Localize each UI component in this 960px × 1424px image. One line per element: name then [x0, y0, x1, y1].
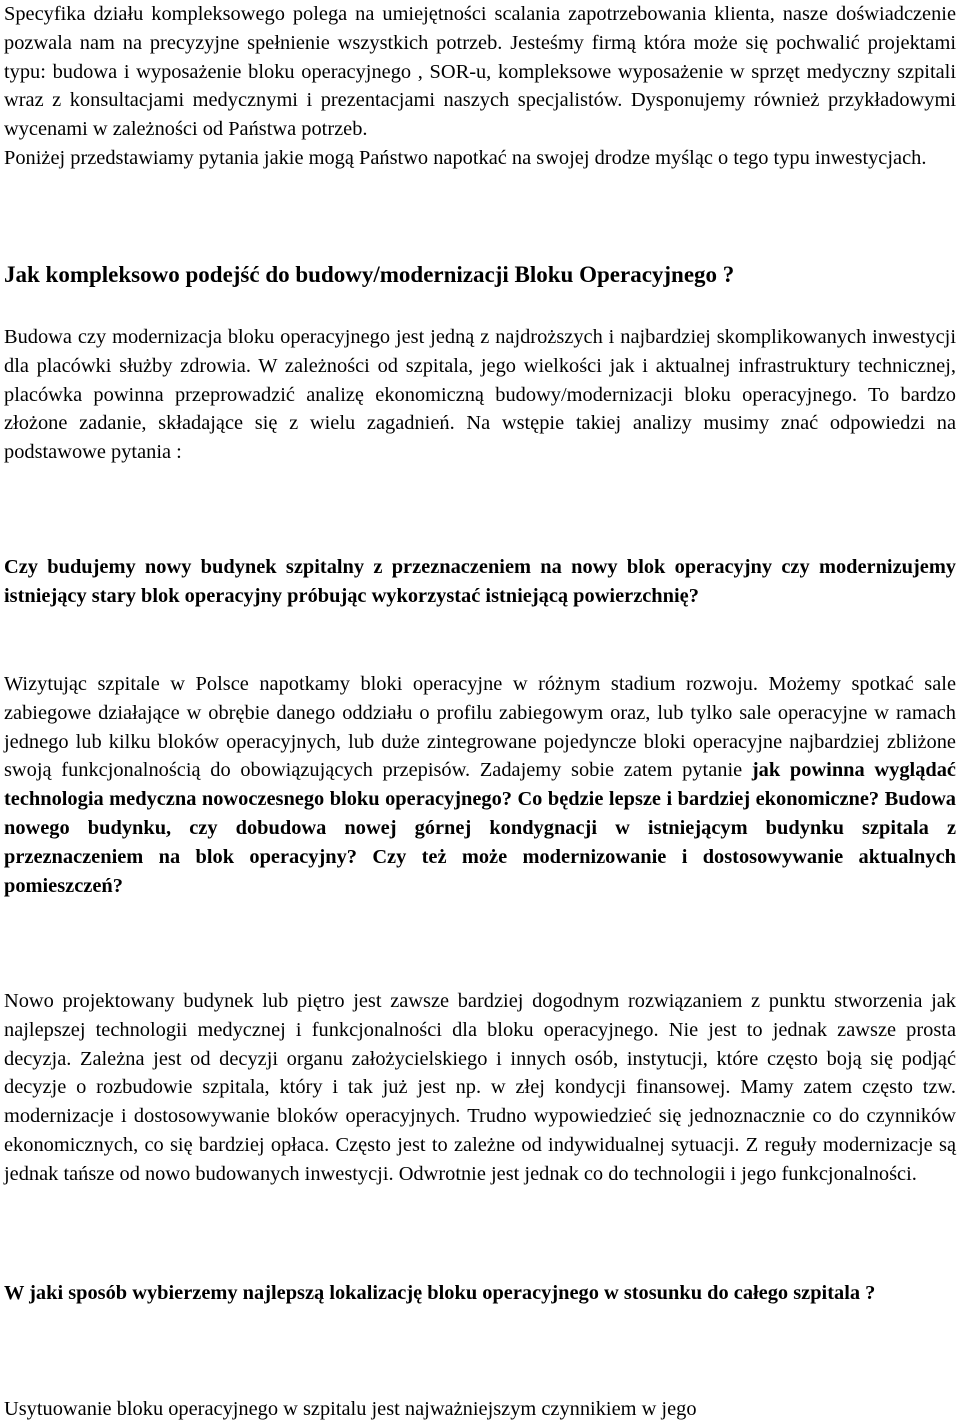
intro-paragraph-text: Specyfika działu kompleksowego polega na umiejętności scalania zapotrzebowania klienta, nasze doświadczenie pozwala nam na precyzyjne spełnienie wszystkich potrzeb. Jesteśmy firmą która może się pochwalić projektami typu: budowa i wyposażenie bloku operacyjnego , SOR-u, kompleksowe wyposażenie w sprzęt medyczny szpitali wraz z konsultacjami medycznymi i prezentacjami naszych specjalistów. Dysponujemy również przykładowymi wycenami w zależności od Państwa potrzeb. — [4, 3, 956, 141]
intro-paragraph-2-text: Poniżej przedstawiamy pytania jakie mogą Państwo napotkać na swojej drodze myśląc o tego typu inwestycjach. — [4, 146, 927, 169]
paragraph-last: Usytuowanie bloku operacyjnego w szpitalu jest najważniejszym czynnikiem w jego — [4, 1398, 697, 1420]
paragraph-nowo: Nowo projektowany budynek lub piętro jest zawsze bardziej dogodnym rozwiązaniem z punktu stworzenia jak najlepszej technologii medycznej i funkcjonalności dla bloku operacyjnego. Nie jest to jednak zawsze prosta decyzja. Zależna jest od decyzji organu założycielskiego i innych osób, instytucji, które często boją się podjąć decyzje o rozbudowie szpitala, który i tak już jest np. w złej kondycji finansowej. Mamy zatem często tzw. modernizacje i dostosowywanie bloków operacyjnych. Trudno wypowiedzieć się jednoznacznie co do czynników ekonomicznych, co się bardziej opłaca. Często jest to zależne od indywidualnej sytuacji. Z reguły modernizacje są jednak tańsze od nowo budowanych inwestycji. Odwrotnie jest jednak co do technologii i jego funkcjonalności. — [4, 990, 956, 1185]
paragraph-wizytujac-plain: Wizytując szpitale w Polsce napotkamy bloki operacyjne w różnym stadium rozwoju. Możemy spotkać sale zabiegowe działające w obrębie danego oddziału o profilu zabiegowym oraz, lub tylko sale operacyjne w ramach jednego lub kilku bloków operacyjnych, lub duże zintegrowane pojedyncze bloki operacyjne najbardziej zbliżone swoją funkcjonalnością do obowiązujących przepisów. Zadajemy sobie zatem pytanie — [4, 673, 956, 782]
paragraph-budowa: Budowa czy modernizacja bloku operacyjnego jest jedną z najdroższych i najbardziej skomplikowanych inwestycji dla placówki służby zdrowia. W zależności od szpitala, jego wielkości jak i aktualnej infrastruktury technicznej, placówka powinna przeprowadzić analizę ekonomiczną budowy/modernizacji bloku operacyjnego. To bardzo złożone zadanie, składające się z wielu zagadnień. Na wstępie takiej analizy musimy znać odpowiedzi na podstawowe pytania : — [4, 326, 956, 464]
intro-paragraph — [4, 0, 956, 173]
question-2: W jaki sposób wybierzemy najlepszą lokalizację bloku operacyjnego w stosunku do całego szpitala ? — [4, 1282, 876, 1304]
question-1: Czy budujemy nowy budynek szpitalny z przeznaczeniem na nowy blok operacyjny czy modernizujemy istniejący stary blok operacyjny próbując wykorzystać istniejącą powierzchnię? — [4, 556, 956, 607]
main-heading: Jak kompleksowo podejść do budowy/modernizacji Bloku Operacyjnego ? — [4, 262, 735, 287]
paragraph-wizytujac — [4, 670, 956, 900]
paragraph-wizytujac-bold: jak powinna wyglądać technologia medyczna nowoczesnego bloku operacyjnego? Co będzie lepsze i bardziej ekonomiczne? Budowa nowego budynku, czy dobudowa nowej górnej kondygnacji w istniejącym budynku szpitala z przeznaczeniem na blok operacyjny? Czy też może modernizowanie i dostosowywanie aktualnych pomieszczeń? — [4, 759, 956, 897]
